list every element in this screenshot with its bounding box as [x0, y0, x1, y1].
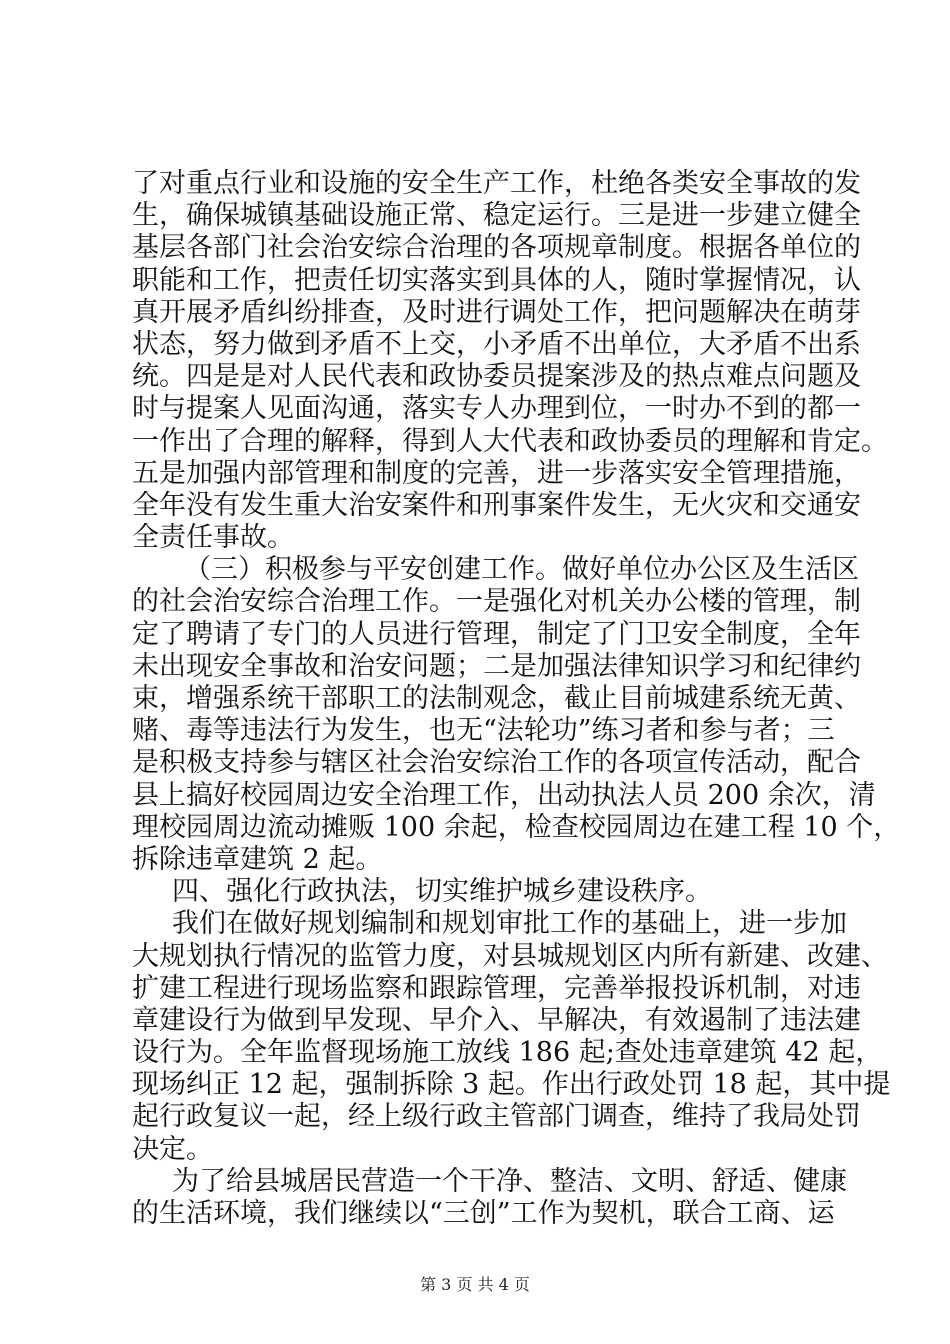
text-line: 束，增强系统干部职工的法制观念，截止目前城建系统无黄、 [132, 683, 861, 714]
text-line: 拆除违章建筑 2 起。 [132, 843, 383, 875]
text-line: 的生活环境，我们继续以“三创”工作为契机，联合工商、运 [132, 1198, 835, 1229]
page-number-footer: 第 3 页 共 4 页 [420, 1275, 530, 1294]
text-line: 我们在做好规划编制和规划审批工作的基础上，进一步加 [172, 908, 847, 940]
text-line: 为了给县城居民营造一个干净、整洁、文明、舒适、健康 [172, 1165, 847, 1197]
text-line: 现场纠正 12 起，强制拆除 3 起。作出行政处罚 18 起，其中提 [132, 1069, 891, 1101]
text-line: 的社会治安综合治理工作。一是强化对机关办公楼的管理，制 [132, 586, 861, 618]
text-line: 五是加强内部管理和制度的完善，进一步落实安全管理措施， [132, 457, 861, 489]
text-line: 章建设行为做到早发现、早介入、早解决，有效遏制了违法建 [132, 1004, 861, 1036]
text-line: 扩建工程进行现场监察和跟踪管理，完善举报投诉机制，对违 [132, 972, 861, 1004]
text-line: 起行政复议一起，经上级行政主管部门调查，维持了我局处罚 [132, 1101, 861, 1133]
text-line: 真开展矛盾纠纷排查，及时进行调处工作，把问题解决在萌芽 [132, 296, 861, 328]
document-body [132, 168, 901, 1230]
text-line: 一作出了合理的解释，得到人大代表和政协委员的理解和肯定。 [132, 425, 888, 457]
text-line: 设行为。全年监督现场施工放线 186 起;查处违章建筑 42 起， [132, 1037, 883, 1069]
text-line: 是积极支持参与辖区社会治安综治工作的各项宣传活动，配合 [132, 747, 861, 779]
text-line: 基层各部门社会治安综合治理的各项规章制度。根据各单位的 [132, 232, 861, 264]
text-line: 全责任事故。 [132, 522, 294, 554]
text-line: 定了聘请了专门的人员进行管理，制定了门卫安全制度，全年 [132, 618, 861, 650]
text-line: 赌、毒等违法行为发生，也无“法轮功”练习者和参与者；三 [132, 715, 835, 747]
text-line: 了对重点行业和设施的安全生产工作，杜绝各类安全事故的发 [132, 168, 861, 199]
text-line: 大规划执行情况的监管力度，对县城规划区内所有新建、改建、 [132, 940, 888, 972]
text-line: 时与提案人见面沟通，落实专人办理到位，一时办不到的都一 [132, 393, 861, 425]
text-line: 职能和工作，把责任切实落实到具体的人，随时掌握情况，认 [132, 264, 861, 296]
text-line: 决定。 [132, 1133, 213, 1165]
text-line: 理校园周边流动摊贩 100 余起，检查校园周边在建工程 10 个， [132, 811, 901, 843]
text-line: 统。四是是对人民代表和政协委员提案涉及的热点难点问题及 [132, 361, 861, 393]
text-line: （三）积极参与平安创建工作。做好单位办公区及生活区 [184, 554, 859, 586]
section-heading: 四、强化行政执法，切实维护城乡建设秩序。 [172, 876, 712, 908]
text-line: 未出现安全事故和治安问题；二是加强法律知识学习和纪律约 [132, 650, 861, 682]
text-line: 生，确保城镇基础设施正常、稳定运行。三是进一步建立健全 [132, 200, 861, 232]
text-line: 状态，努力做到矛盾不上交，小矛盾不出单位，大矛盾不出系 [132, 328, 861, 360]
text-line: 全年没有发生重大治安案件和刑事案件发生，无火灾和交通安 [132, 489, 861, 521]
text-line: 县上搞好校园周边安全治理工作，出动执法人员 200 余次，清 [132, 779, 876, 811]
